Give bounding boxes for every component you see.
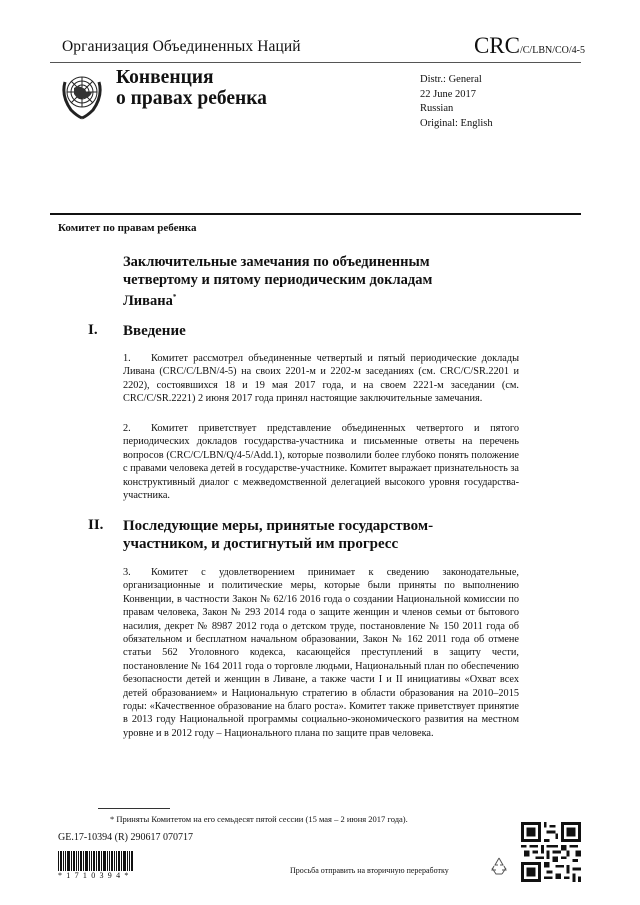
section-number: II. <box>88 517 104 533</box>
barcode-text: *1710394* <box>58 871 133 880</box>
distr-language: Russian <box>420 103 454 114</box>
section-heading-2 <box>88 517 528 557</box>
barcode-icon <box>58 851 150 871</box>
title-footnote-marker: * <box>172 293 177 301</box>
paragraph-number: 1. <box>123 353 131 364</box>
paragraph-text: Комитет рассмотрел объединенные четвертый и пятый периодические доклады Ливана (CRC/C/LBN/4-5) на своих 2201-м и 2202-м заседаниях (см. CRC/C/SR.2201 и 2202), состоявшихся 18 и 19 мая 2017 года, и на своем 2221-м заседании (см. CRC/C/SR.2221) 2 июня 2017 года принял настоящие заключительные замечания. <box>123 353 519 405</box>
symbol-main: CRC <box>473 33 520 58</box>
convention-line-2: о правах ребенка <box>116 88 267 109</box>
document-symbol <box>474 33 585 59</box>
title-line-3: Ливана <box>123 292 173 309</box>
paragraph-text: Комитет с удовлетворением принимает к сведению законодательные, организационные и политические меры, которые были приняты по выполнению Конвенции, в частности Закон № 62/16 2016 года о создании Национальной комиссии по правам человека, Закон № 293 2014 года о защите женщин и членов семьи от бытового насилия, декрет № 8987 2012 года о детском труде, постановление № 150 2011 года об обязательном и бесплатном начальном образовании, Закон № 162 2011 года об отмене статьи 562 Уголовного кодекса, касающейся преступлений в защиту чести, постановление № 164 2011 года о торговле людьми, Национальный план по обеспечению безопасности детей и женщин в Ливане, а также части I и II инициативы «Охват всех детей образованием» и Национальную стратегию в области образования на 2010–2015 годы: «Качественное образование на благо роста». Комитет также приветствует принятие в 2013 году Национальной программы социально-экономического развития на местном уровне и в 2012 году – Национального плана по защите прав человека. <box>123 567 519 739</box>
section-number: I. <box>88 322 98 338</box>
header-thick-rule <box>50 213 581 215</box>
distr-original: Original: English <box>420 117 493 129</box>
footnote: * Приняты Комитетом на его семьдесят пятой сессии (15 мая – 2 июня 2017 года). <box>110 814 408 824</box>
committee-name: Комитет по правам ребенка <box>58 222 197 234</box>
paragraph-number: 3. <box>123 567 131 578</box>
section-heading-1 <box>88 322 528 342</box>
job-number: GE.17-10394 (R) 290617 070717 <box>58 832 193 843</box>
title-line-1: Заключительные замечания по объединенным <box>123 254 430 270</box>
convention-line-1: Конвенция <box>116 67 214 88</box>
convention-title <box>116 67 267 109</box>
title-line-2: четвертому и пятому периодическим докладам <box>123 271 433 288</box>
section-title-line-1: Последующие меры, принятые государством- <box>123 518 434 534</box>
paragraph-3 <box>123 566 519 740</box>
section-title: Введение <box>123 323 186 339</box>
recycle-icon <box>488 855 510 877</box>
symbol-sub: /C/LBN/CO/4-5 <box>519 45 585 56</box>
organization-name: Организация Объединенных Наций <box>62 38 301 55</box>
un-emblem-icon <box>60 68 104 120</box>
distr-general: Distr.: General <box>420 74 482 85</box>
paragraph-text: Комитет приветствует представление объединенных четвертого и пятого периодических докладов государства-участника и письменные ответы на перечень вопросов (CRC/C/LBN/Q/4-5/Add.1), которые позволили более глубоко понять положение с правами человека детей в государстве-участнике. Комитет выражает признательность за конструктивный диалог с межведомственной делегацией высокого уровня государства-участника. <box>123 423 519 502</box>
paragraph-number: 2. <box>123 423 131 434</box>
document-title <box>123 254 523 310</box>
recycle-text: Просьба отправить на вторичную переработку <box>290 866 449 875</box>
distribution-block <box>420 73 493 131</box>
section-title <box>123 517 523 553</box>
distr-date: 22 June 2017 <box>420 88 476 100</box>
qr-code-icon <box>521 822 581 882</box>
paragraph-2 <box>123 422 519 502</box>
footnote-rule <box>98 808 170 809</box>
paragraph-1 <box>123 352 519 406</box>
header-rule <box>50 62 581 63</box>
section-title-line-2: участником, и достигнутый им прогресс <box>123 536 399 552</box>
